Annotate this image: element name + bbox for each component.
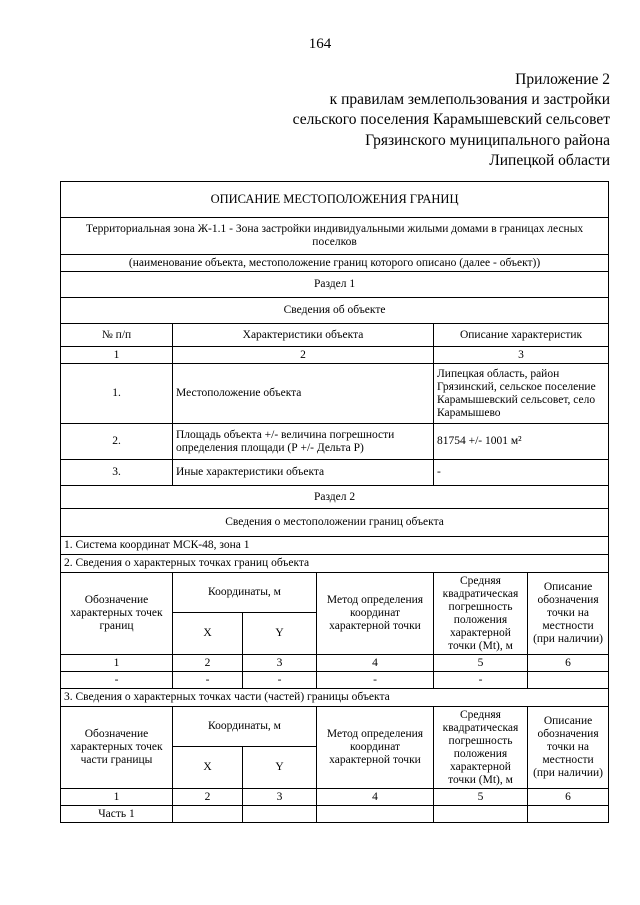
table-row xyxy=(61,672,609,689)
table-row xyxy=(61,364,609,424)
x-header: X xyxy=(173,747,243,789)
point-description-header: Описание обозначения точки на местности (при наличии) xyxy=(528,573,609,655)
row-number: 3. xyxy=(61,460,173,486)
appendix-line: Приложение 2 xyxy=(515,71,610,88)
table-cell: - xyxy=(317,672,434,689)
x-header: X xyxy=(173,613,243,655)
col-index: 3 xyxy=(243,655,317,672)
method-header: Метод определения координат характерной точки xyxy=(317,573,434,655)
col-index: 4 xyxy=(317,789,434,806)
col-index: 6 xyxy=(528,655,609,672)
table-cell xyxy=(434,806,528,823)
table-row xyxy=(61,806,609,823)
part-label: Часть 1 xyxy=(61,806,173,823)
table-cell: - xyxy=(434,672,528,689)
designation-header: Обозначение характерных точек части границы xyxy=(61,707,173,789)
col-index: 3 xyxy=(243,789,317,806)
error-header: Средняя квадратическая погрешность положения характерной точки (Mt), м xyxy=(434,707,528,789)
page-number: 164 xyxy=(308,36,332,52)
zone-name: Территориальная зона Ж-1.1 - Зона застройки индивидуальными жилыми домами в границах лесных поселков xyxy=(61,218,609,255)
coordinates-header: Координаты, м xyxy=(173,573,317,613)
point-description-header: Описание обозначения точки на местности (при наличии) xyxy=(528,707,609,789)
col-index: 5 xyxy=(434,655,528,672)
table-cell xyxy=(528,672,609,689)
table-cell xyxy=(173,806,243,823)
error-header: Средняя квадратическая погрешность положения характерной точки (Mt), м xyxy=(434,573,528,655)
appendix-header xyxy=(293,70,610,171)
characteristic-value: Липецкая область, район Грязинский, сельское поселение Карамышевский сельсовет, село Карамышево xyxy=(434,364,609,424)
col-index: 2 xyxy=(173,347,434,364)
col-index: 2 xyxy=(173,655,243,672)
row-number: 1. xyxy=(61,364,173,424)
section-1-subtitle: Сведения об объекте xyxy=(61,298,609,324)
col-index: 1 xyxy=(61,655,173,672)
col-number-header: № п/п xyxy=(61,324,173,347)
appendix-line: Липецкой области xyxy=(489,151,610,169)
table-cell: - xyxy=(61,672,173,689)
object-caption: (наименование объекта, местоположение границ которого описано (далее - объект)) xyxy=(61,255,609,272)
appendix-line: сельского поселения Карамышевский сельсовет xyxy=(292,111,610,129)
section-2-title: Раздел 2 xyxy=(61,486,609,509)
col-characteristic-header: Характеристики объекта xyxy=(173,324,434,347)
coordinate-system: 1. Система координат МСК-48, зона 1 xyxy=(61,537,609,555)
row-number: 2. xyxy=(61,424,173,460)
y-header: Y xyxy=(243,747,317,789)
table-cell xyxy=(528,806,609,823)
points-section-title: 2. Сведения о характерных точках границ объекта xyxy=(61,555,609,573)
coordinates-header: Координаты, м xyxy=(173,707,317,747)
table-cell: - xyxy=(173,672,243,689)
characteristic-name: Иные характеристики объекта xyxy=(173,460,434,486)
characteristic-name: Местоположение объекта xyxy=(173,364,434,424)
y-header: Y xyxy=(243,613,317,655)
table-row xyxy=(61,460,609,486)
designation-header: Обозначение характерных точек границ xyxy=(61,573,173,655)
appendix-line: к правилам землепользования и застройки xyxy=(329,91,610,109)
document-title: ОПИСАНИЕ МЕСТОПОЛОЖЕНИЯ ГРАНИЦ xyxy=(61,182,609,218)
method-header: Метод определения координат характерной точки xyxy=(317,707,434,789)
section-2-subtitle: Сведения о местоположении границ объекта xyxy=(61,509,609,537)
table-cell xyxy=(243,806,317,823)
table-cell: - xyxy=(243,672,317,689)
col-index: 1 xyxy=(61,789,173,806)
col-index: 5 xyxy=(434,789,528,806)
boundary-description-table xyxy=(60,181,609,823)
characteristic-name: Площадь объекта +/- величина погрешности определения площади (Р +/- Дельта Р) xyxy=(173,424,434,460)
parts-section-title: 3. Сведения о характерных точках части (частей) границы объекта xyxy=(61,689,609,707)
characteristic-value: 81754 +/- 1001 м² xyxy=(434,424,609,460)
appendix-line: Грязинского муниципального района xyxy=(365,131,610,149)
section-1-title: Раздел 1 xyxy=(61,272,609,298)
table-row xyxy=(61,424,609,460)
table-cell xyxy=(317,806,434,823)
col-index: 4 xyxy=(317,655,434,672)
characteristic-value: - xyxy=(434,460,609,486)
col-index: 2 xyxy=(173,789,243,806)
col-index: 6 xyxy=(528,789,609,806)
col-index: 3 xyxy=(434,347,609,364)
col-description-header: Описание характеристик xyxy=(434,324,609,347)
col-index: 1 xyxy=(61,347,173,364)
